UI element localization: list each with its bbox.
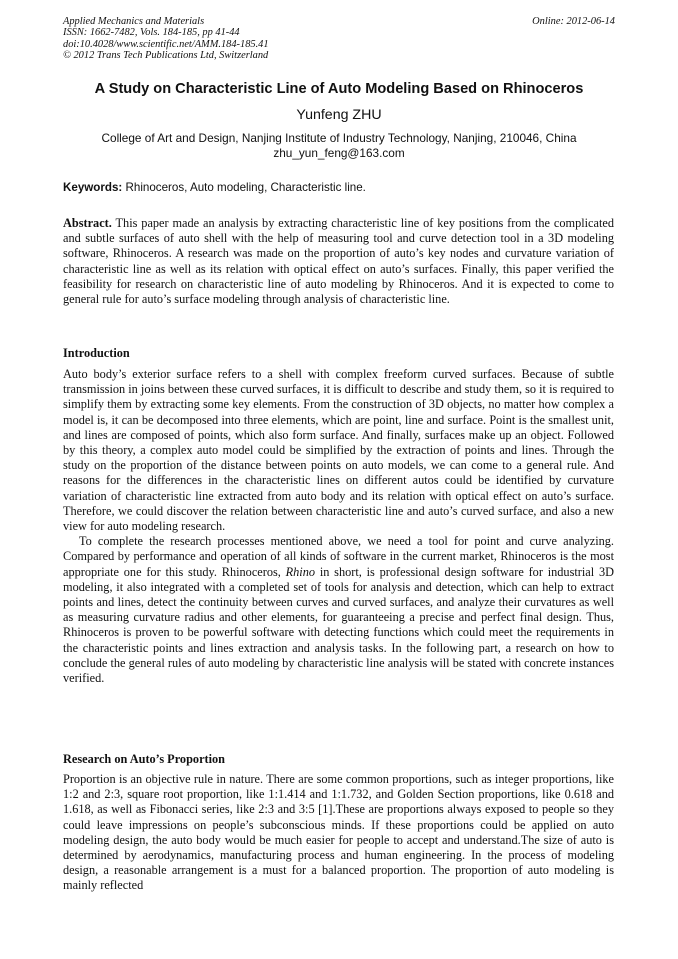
author-email: zhu_yun_feng@163.com: [273, 146, 405, 161]
issn-line: ISSN: 1662-7482, Vols. 184-185, pp 41-44: [63, 27, 240, 39]
journal-header: [63, 16, 269, 62]
section-heading-proportion: Research on Auto’s Proportion: [63, 752, 226, 766]
introduction-body: [63, 367, 614, 686]
keywords-label: Keywords:: [63, 181, 123, 194]
proportion-body: [63, 772, 614, 894]
online-date: Online: 2012-06-14: [532, 16, 615, 27]
abstract-block: [63, 216, 614, 307]
introduction-paragraph-2: [63, 534, 614, 686]
introduction-paragraph-1: Auto body’s exterior surface refers to a shell with complex freeform curved surfaces. Because of subtle transmission in joins between these curved surfaces, it is difficult to describe and study them, so it is required to simplify them by extracting some key elements. From the construction of 3D objects, no matter how complex a model is, it can be decomposed into three elements, which are point, line and surface. Point is the smallest unit, and lines are composed of points, which also form surface. And finally, surfaces make up an object. Followed by this theory, a complex auto model could be simplified by the extraction of points and lines. Through the study on the proportion of the distance between points on auto models, we can come to a general rule. And reasons for the differences in the characteristic lines on different autos could be identified by curvature variation of characteristic line extracted from auto body and its relation with optical effect on auto’s surface. Therefore, we could discover the relation between characteristic line and auto’s curved surface, and also a new view for auto modeling research.: [63, 367, 614, 534]
author-name: Yunfeng ZHU: [296, 107, 382, 123]
rhino-term: Rhino: [285, 564, 316, 579]
abstract-text: This paper made an analysis by extracting characteristic line of key positions from the complicated and subtle surfaces of auto shell with the help of measuring tool and curve detection tool in a 3D modeling software, Rhinoceros. A research was made on the proportion of auto’s key nodes and curvature variation of characteristic line as well as its relation with optical effect on auto’s surfaces. Finally, this paper verified the feasibility for research on characteristic line of auto modeling by Rhinoceros. And it is expected to come to general rule for auto’s surface modeling through analysis of characteristic line.: [63, 216, 614, 307]
section-heading-introduction: Introduction: [63, 346, 130, 360]
journal-name: Applied Mechanics and Materials: [63, 16, 205, 27]
affiliation-block: [40, 131, 638, 161]
keywords-line: [63, 180, 615, 195]
keywords-text: Rhinoceros, Auto modeling, Characteristic line.: [125, 181, 366, 194]
intro-p2-part-b: in short, is professional design software for industrial 3D modeling, it also integrated with a completed set of tools for analysis and detection, which can help to extract points and lines, detect the continuity between curves and curved surfaces, and analyze their curvatures as well as measuring curvature radius and other elements, for guaranteeing a precise and perfect final design. Thus, Rhinoceros is proven to be powerful software with detecting functions which could meet the requirements in the characteristic points and lines extraction and analysis tasks. In the following part, a research on how to conclude the general rules of auto modeling by characteristic line analysis will be stated with concrete instances verified.: [63, 564, 614, 686]
paper-title: A Study on Characteristic Line of Auto Modeling Based on Rhinoceros: [94, 81, 584, 97]
doi-line: doi:10.4028/www.scientific.net/AMM.184-185.41: [63, 38, 269, 50]
copyright-line: © 2012 Trans Tech Publications Ltd, Switzerland: [63, 50, 269, 62]
proportion-paragraph-1: Proportion is an objective rule in nature. There are some common proportions, such as integer proportions, like 1:2 and 2:3, square root proportion, like 1:1.414 and 1:1.732, and Golden Section proportions, like 0.618 and 1.618, as well as Fibonacci series, like 2:3 and 3:5 [1].These are proportions always exposed to people so they could leave impressions on people’s subconscious minds. If these proportions could be applied on auto modeling design, the auto body would be much easier for people to accept and understand.The size of auto is determined by aerodynamics, manufacturing process and human engineering. In the process of modeling design, a reasonable arrangement is a must for a balanced proportion. The proportion of auto modeling is mainly reflected: [63, 772, 614, 893]
intro-p2-part-a: To complete the research processes mentioned above, we need a tool for point and curve analyzing. Compared by performance and operation of all kinds of software in the current market, Rhinoceros is the most appropriate one for this study. Rhinoceros,: [63, 534, 614, 579]
abstract-label: Abstract.: [63, 216, 112, 230]
affiliation: College of Art and Design, Nanjing Institute of Industry Technology, Nanjing, 210046, China: [101, 131, 577, 145]
